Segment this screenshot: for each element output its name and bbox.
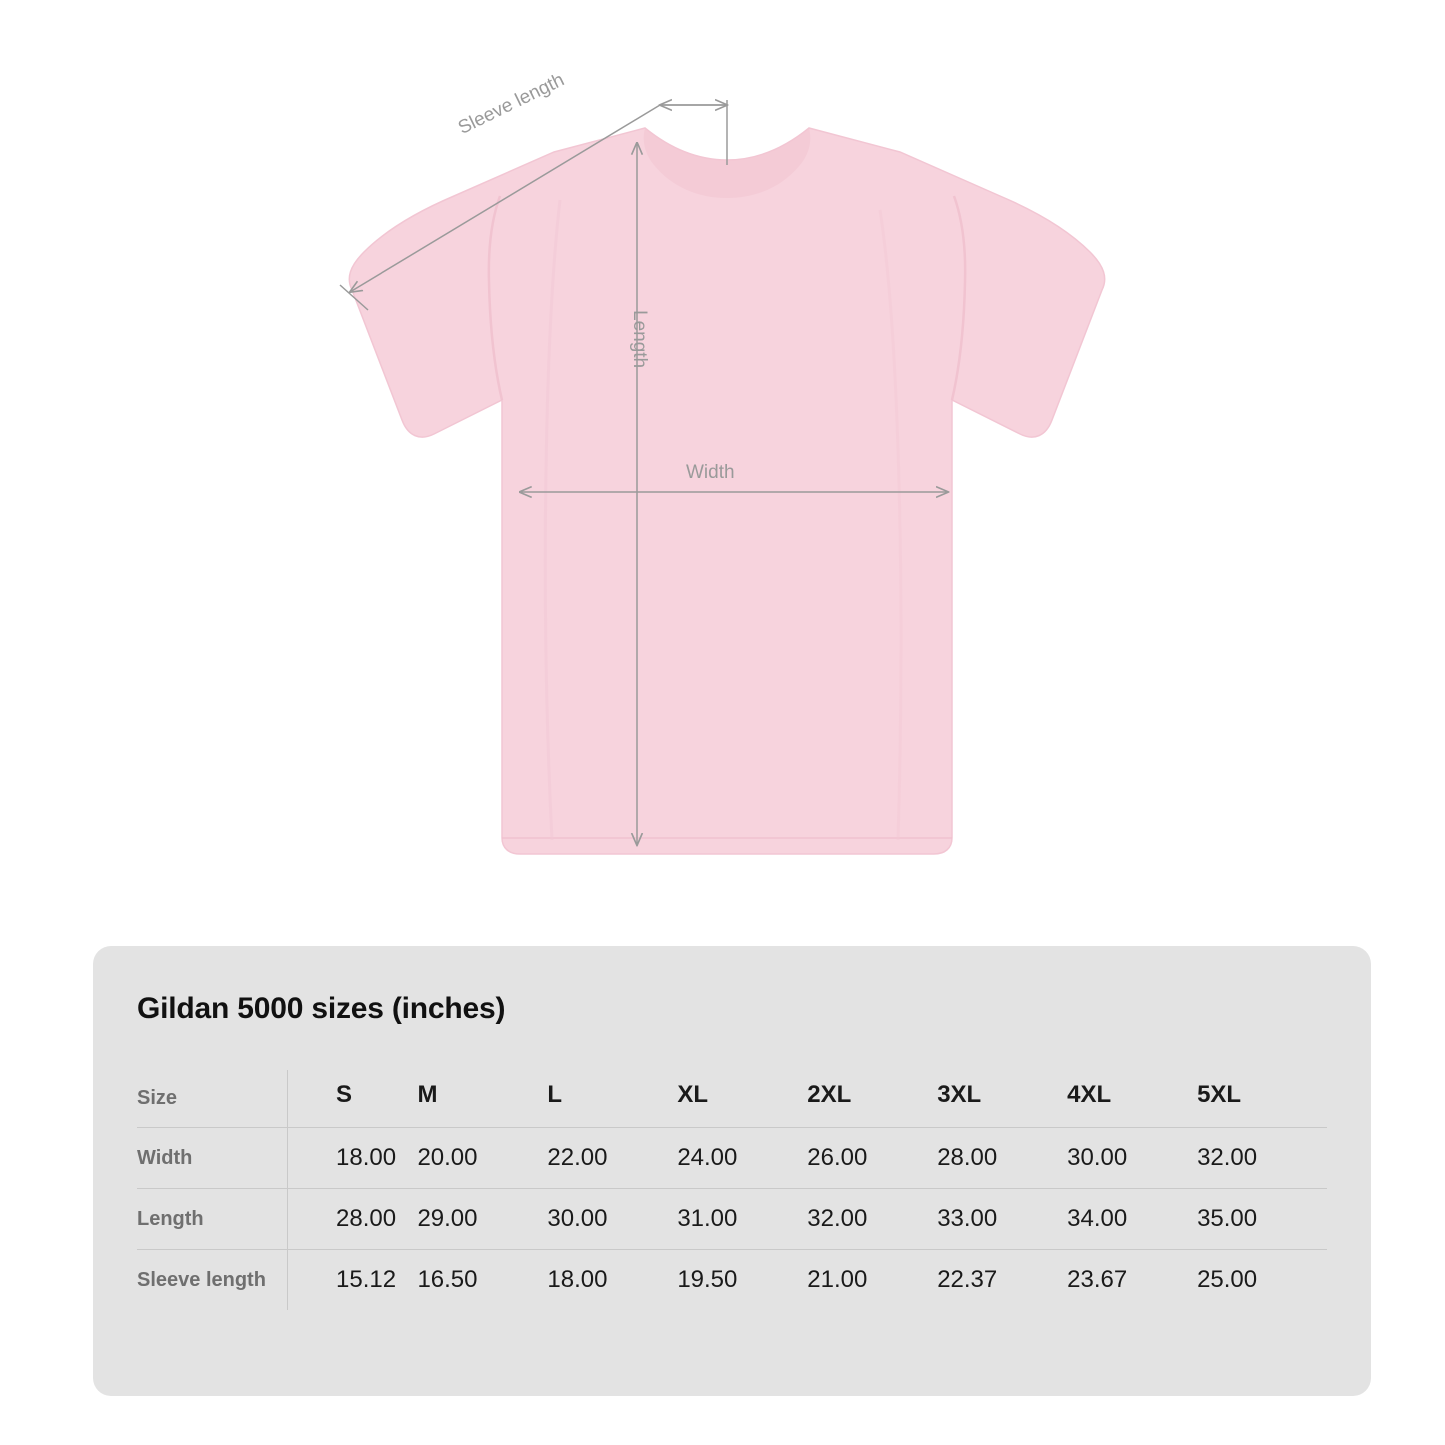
cell-length-l: 30.00 [547,1189,677,1250]
cell-sleeve-s: 15.12 [288,1250,418,1311]
table-row [137,1128,1327,1189]
size-chart-card [93,946,1371,1396]
cell-width-l: 22.00 [547,1128,677,1189]
cell-width-5xl: 32.00 [1197,1128,1327,1189]
length-label: Length [629,310,650,369]
cell-length-4xl: 34.00 [1067,1189,1197,1250]
row-label-length: Length [137,1189,288,1250]
cell-sleeve-l: 18.00 [547,1250,677,1311]
cell-width-s: 18.00 [288,1128,418,1189]
cell-length-3xl: 33.00 [937,1189,1067,1250]
cell-length-5xl: 35.00 [1197,1189,1327,1250]
header-size: Size [137,1070,288,1128]
tshirt-shape [349,128,1104,854]
header-2xl: 2XL [807,1080,852,1108]
cell-width-m: 20.00 [417,1128,547,1189]
header-s: S [336,1080,353,1108]
row-label-sleeve-length: Sleeve length [137,1250,288,1311]
header-l: L [547,1080,563,1108]
cell-sleeve-2xl: 21.00 [807,1250,937,1311]
cell-sleeve-xl: 19.50 [677,1250,807,1311]
size-chart-title: Gildan 5000 sizes (inches) [137,992,506,1025]
cell-sleeve-3xl: 22.37 [937,1250,1067,1311]
cell-length-s: 28.00 [288,1189,418,1250]
sleeve-length-label: Sleeve length [455,69,568,139]
header-5xl: 5XL [1197,1080,1242,1108]
cell-length-2xl: 32.00 [807,1189,937,1250]
cell-width-2xl: 26.00 [807,1128,937,1189]
cell-sleeve-4xl: 23.67 [1067,1250,1197,1311]
cell-width-4xl: 30.00 [1067,1128,1197,1189]
cell-length-m: 29.00 [417,1189,547,1250]
size-chart-table [137,1070,1327,1310]
cell-sleeve-m: 16.50 [417,1250,547,1311]
header-3xl: 3XL [937,1080,982,1108]
header-xl: XL [677,1080,708,1108]
cell-sleeve-5xl: 25.00 [1197,1250,1327,1311]
row-label-width: Width [137,1128,288,1189]
header-m: M [417,1080,438,1108]
cell-width-3xl: 28.00 [937,1128,1067,1189]
table-row [137,1189,1327,1250]
cell-length-xl: 31.00 [677,1189,807,1250]
width-label: Width [686,462,735,483]
cell-width-xl: 24.00 [677,1128,807,1189]
table-header-row [137,1070,1327,1128]
table-row [137,1250,1327,1311]
header-4xl: 4XL [1067,1080,1112,1108]
